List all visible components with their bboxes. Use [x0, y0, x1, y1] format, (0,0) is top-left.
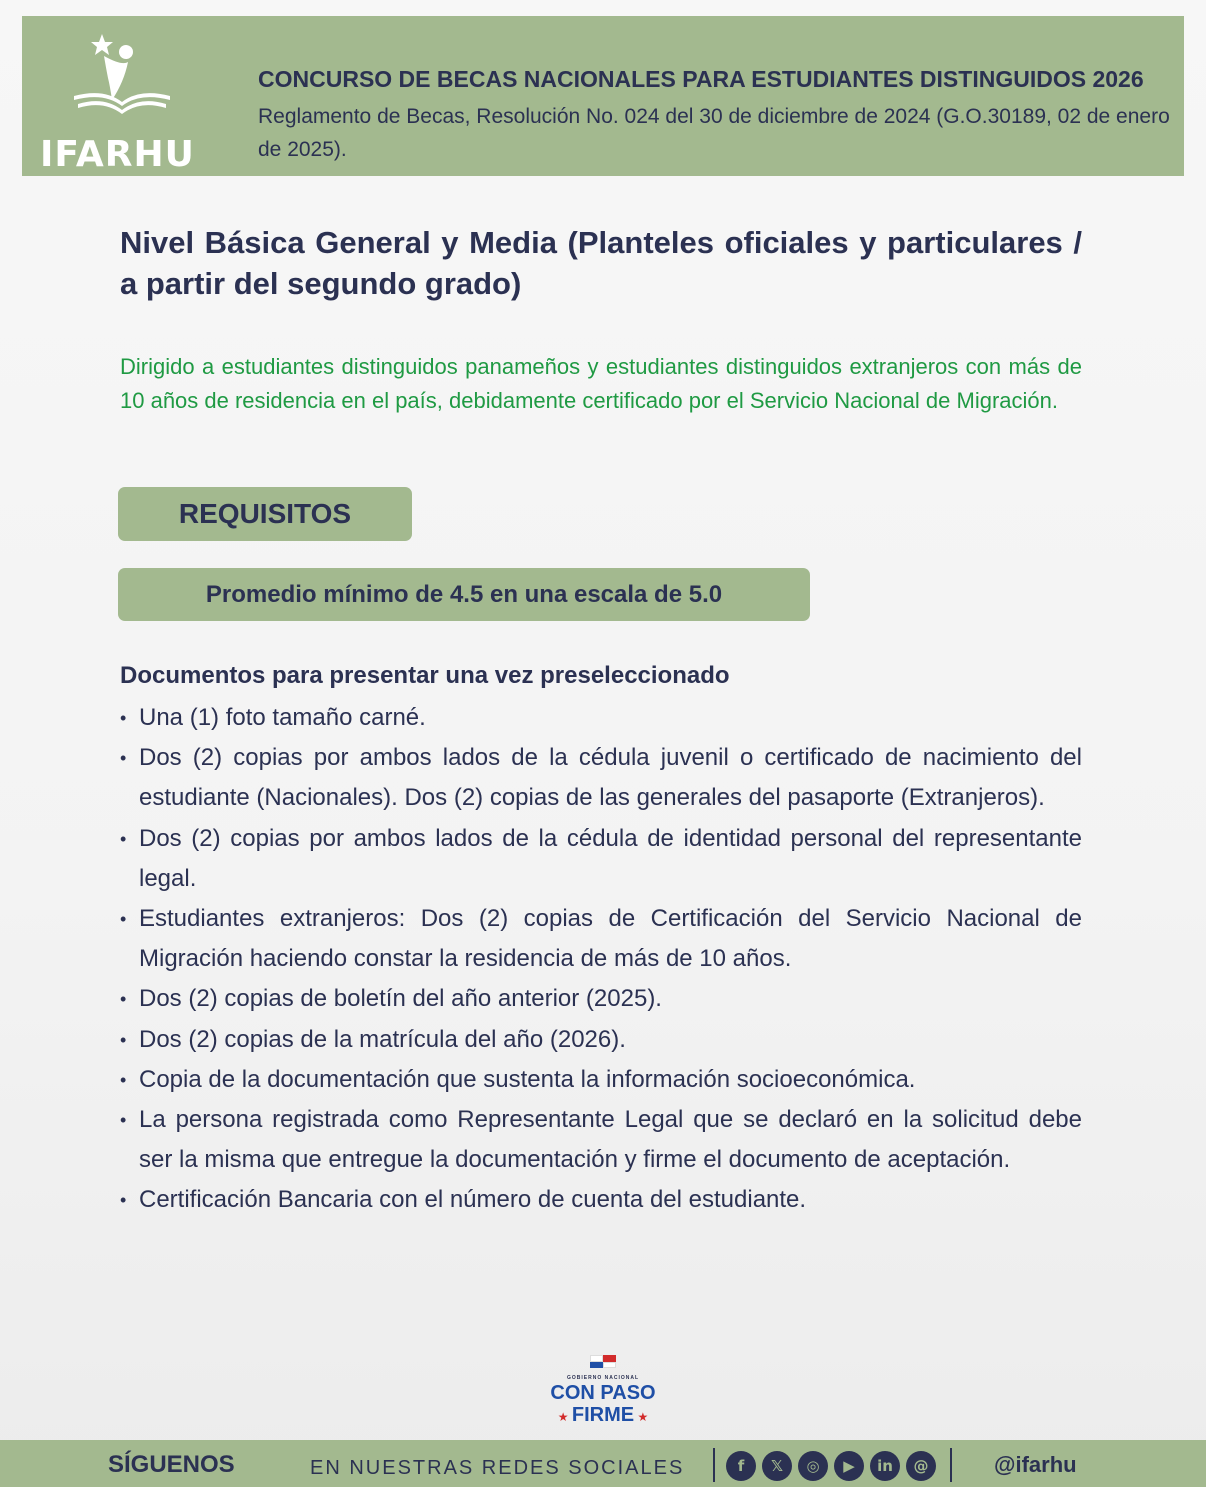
intro-text: Dirigido a estudiantes distinguidos panameños y estudiantes distinguidos extranjeros con más de 10 años de residencia en el país, debidamente certificado por el Servicio Nacional de Migración. [120, 354, 1082, 413]
gov-small-text: GOBIERNO NACIONAL [567, 1375, 639, 1381]
list-item [120, 1100, 1082, 1180]
bullet-icon: • [120, 909, 127, 930]
follow-label: SÍGUENOS [108, 1451, 235, 1478]
level-title: Nivel Básica General y Media (Planteles oficiales y particulares / a partir del segundo grado) [120, 225, 1082, 301]
instagram-icon[interactable]: ◎ [798, 1451, 828, 1481]
ifarhu-logo [36, 30, 206, 175]
list-item-text: Dos (2) copias de la matrícula del año (2026). [139, 1025, 626, 1053]
divider [713, 1448, 715, 1482]
list-item-text: Copia de la documentación que sustenta la información socioeconómica. [139, 1065, 916, 1093]
x-icon[interactable]: 𝕏 [762, 1451, 792, 1481]
list-item [120, 738, 1082, 818]
threads-icon[interactable]: @ [906, 1451, 936, 1481]
facebook-icon[interactable]: f [726, 1451, 756, 1481]
list-item [120, 979, 1082, 1019]
gov-slogan-line2-text: FIRME [571, 1404, 635, 1426]
follow-subtitle: EN NUESTRAS REDES SOCIALES [310, 1457, 685, 1479]
documents-heading: Documentos para presentar una vez preseleccionado [120, 662, 730, 689]
list-item-text: Certificación Bancaria con el número de cuenta del estudiante. [139, 1186, 807, 1214]
list-item-text: Dos (2) copias por ambos lados de la cédula juvenil o certificado de nacimiento del estudiante (Nacionales). Dos (2) copias de las generales del pasaporte (Extranjeros). [139, 744, 1082, 812]
bullet-icon: • [120, 1029, 127, 1050]
documents-list [120, 698, 1082, 1221]
header-banner [22, 16, 1184, 176]
requirements-badge: REQUISITOS [118, 487, 412, 541]
list-item [120, 1020, 1082, 1060]
government-logo [540, 1352, 666, 1426]
logo-text: IFARHU [40, 134, 195, 175]
panama-flag-icon [590, 1355, 616, 1368]
average-requirement-badge: Promedio mínimo de 4.5 en una escala de 5.0 [118, 568, 810, 621]
bullet-icon: • [120, 708, 127, 728]
bullet-icon: • [120, 1110, 127, 1131]
list-item-text: Una (1) foto tamaño carné. [139, 704, 426, 731]
list-item [120, 899, 1082, 979]
list-item-text: Estudiantes extranjeros: Dos (2) copias de Certificación del Servicio Nacional de Migración haciendo constar la residencia de más de 10 años. [139, 905, 1082, 973]
list-item-text: Dos (2) copias de boletín del año anterior (2025). [139, 985, 662, 1013]
star-icon: ★ [634, 1410, 649, 1424]
list-item-text: Dos (2) copias por ambos lados de la cédula de identidad personal del representante legal. [139, 824, 1082, 892]
gov-slogan-line2 [540, 1404, 666, 1427]
linkedin-icon[interactable]: in [870, 1451, 900, 1481]
list-item [120, 698, 1082, 738]
footer-bar [0, 1440, 1206, 1487]
social-icons [726, 1451, 936, 1481]
gov-slogan-line1: CON PASO [550, 1382, 656, 1404]
list-item [120, 1180, 1082, 1220]
header-title: CONCURSO DE BECAS NACIONALES PARA ESTUDIANTES DISTINGUIDOS 2026 [258, 66, 1144, 92]
bullet-icon: • [120, 989, 127, 1010]
bullet-icon: • [120, 1069, 127, 1090]
youtube-icon[interactable]: ▶ [834, 1451, 864, 1481]
social-handle[interactable]: @ifarhu [994, 1452, 1077, 1477]
bullet-icon: • [120, 828, 127, 849]
header-subtitle: Reglamento de Becas, Resolución No. 024 del 30 de diciembre de 2024 (G.O.30189, 02 de enero de 2025). [258, 105, 1170, 161]
star-icon: ★ [557, 1410, 572, 1424]
list-item-text: La persona registrada como Representante Legal que se declaró en la solicitud debe ser la misma que entregue la documentación y firme el documento de aceptación. [139, 1106, 1082, 1174]
ifarhu-emblem-icon [64, 30, 174, 130]
divider [950, 1448, 952, 1482]
bullet-icon: • [120, 1190, 127, 1211]
bullet-icon: • [120, 748, 127, 769]
list-item [120, 819, 1082, 899]
list-item [120, 1060, 1082, 1100]
